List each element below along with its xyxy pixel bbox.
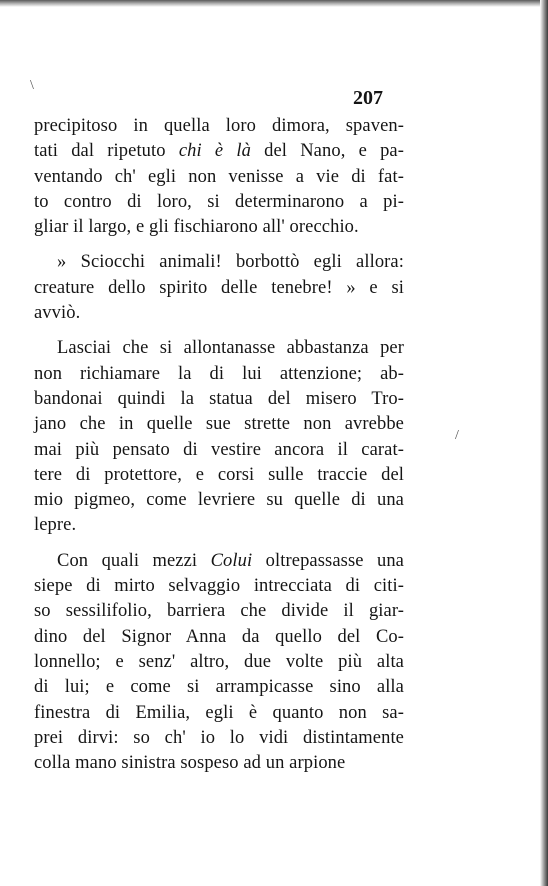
text-line: finestra di Emilia, egli è quanto non sa-: [34, 702, 404, 723]
text-run: Con quali mezzi: [57, 550, 211, 571]
text-line: gliar il largo, e gli fischiarono all' orecchio.: [34, 217, 359, 238]
text-line: » Sciocchi animali! borbottò egli allora:: [57, 252, 404, 273]
text-run: del Nano, e pa-: [250, 141, 404, 162]
text-line: bandonai quindi la statua del misero Tro-: [34, 388, 404, 409]
body-text: [34, 114, 404, 776]
text-run: tati dal ripetuto: [34, 141, 179, 162]
text-line: di lui; e come si arrampicasse sino alla: [34, 677, 404, 698]
text-line: tere di protettore, e corsi sulle traccie del: [34, 464, 404, 485]
text-line: avviò.: [34, 303, 81, 324]
paragraph-2: [34, 250, 404, 326]
text-line: prei dirvi: so ch' io lo vidi distintamente: [34, 727, 404, 748]
text-line: non richiamare la di lui attenzione; ab-: [34, 363, 404, 384]
text-line: creature dello spirito delle tenebre! » e si: [34, 277, 404, 298]
text-line: lepre.: [34, 515, 77, 536]
paragraph-3: [34, 336, 404, 538]
italic-phrase: chi è là: [178, 141, 251, 162]
text-line: [34, 139, 404, 164]
page-number: 207: [353, 87, 383, 109]
text-line: Lasciai che si allontanasse abbastanza per: [57, 338, 404, 359]
text-line: so sessilifolio, barriera che divide il giar-: [34, 601, 404, 622]
text-run: oltrepassasse una: [252, 550, 404, 571]
text-line: mio pigmeo, come levriere su quelle di una: [34, 490, 404, 511]
text-line: ventando ch' egli non venisse a vie di fat-: [34, 166, 404, 187]
italic-phrase: Colui: [210, 550, 253, 571]
page-top-shadow: [0, 0, 548, 7]
paper-speck: /: [455, 428, 459, 443]
text-line: dino del Signor Anna da quello del Co-: [34, 626, 404, 647]
text-line: jano che in quelle sue strette non avrebbe: [34, 414, 404, 435]
paragraph-1: [34, 114, 404, 240]
paragraph-4: [34, 549, 404, 777]
text-line: to contro di loro, si determinarono a pi-: [34, 191, 404, 212]
paper-speck: \: [30, 78, 34, 93]
page-binding-shadow: [540, 0, 548, 886]
text-line: [34, 549, 404, 574]
text-line: siepe di mirto selvaggio intrecciata di citi-: [34, 576, 404, 597]
text-line: mai più pensato di vestire ancora il carat-: [34, 439, 404, 460]
text-line: precipitoso in quella loro dimora, spaven-: [34, 116, 404, 136]
text-line: colla mano sinistra sospeso ad un arpione: [34, 753, 346, 774]
text-line: lonnello; e senz' altro, due volte più alta: [34, 651, 404, 672]
